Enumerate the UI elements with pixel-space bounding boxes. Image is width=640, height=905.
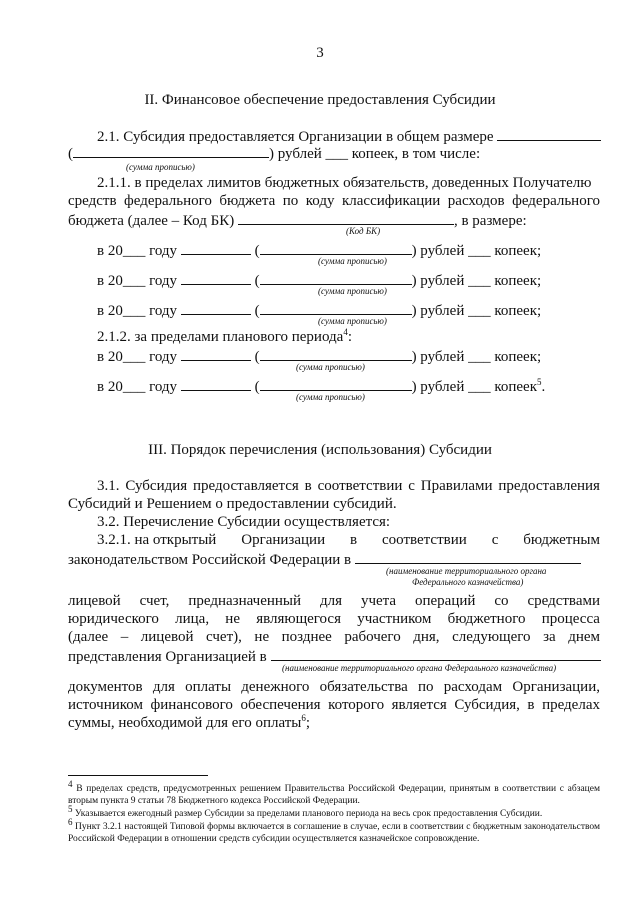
kbk-label: бюджета (далее – Код БК) bbox=[68, 213, 235, 229]
paragraph-2-1-text: 2.1. Субсидия предоставляется Организации в общем размере bbox=[97, 129, 494, 145]
caption-treasury-2: Федерального казначейства) bbox=[412, 577, 524, 587]
treasury-body-blank bbox=[355, 549, 581, 564]
paragraph-2-1-1-line3 bbox=[68, 210, 527, 230]
paragraph-3-2-1-line6: представления Организацией в bbox=[68, 646, 601, 666]
caption-treasury-full: (наименование территориального органа Федерального казначейства) bbox=[282, 663, 557, 673]
year-row-2: в 20___ году ( ) рублей ___ копеек; bbox=[97, 270, 541, 290]
caption-kbk: (Код БК) bbox=[346, 226, 381, 236]
paragraph-3-2-1-line2: законодательством Российской Федерации в bbox=[68, 549, 581, 569]
paragraph-3-2-1-line8: источником финансового обеспечения которого является Субсидия, в пределах bbox=[68, 697, 600, 713]
caption-sum-words: (сумма прописью) bbox=[318, 286, 387, 296]
kbk-blank bbox=[238, 210, 454, 225]
year-row-5: в 20___ году ( ) рублей ___ копеек$^5$. bbox=[97, 377, 546, 395]
caption-sum-words: (сумма прописью) bbox=[296, 362, 365, 372]
caption-sum-words: (сумма прописью) bbox=[318, 256, 387, 266]
footnote-6: $^6$ Пункт 3.2.1 настоящей Типовой формы включается в соглашение в случае, если в соответствии с бюджетным законодательством Российской Федерации в отношении средств субсидии осуществляется казначейское сопровождение. bbox=[68, 816, 601, 844]
caption-sum-words: (сумма прописью) bbox=[296, 392, 365, 402]
page-number: 3 bbox=[316, 45, 324, 61]
year-row-4: в 20___ году ( ) рублей ___ копеек; bbox=[97, 346, 541, 366]
paragraph-3-2-1-line1: 3.2.1. на открытый Организации в соответствии с бюджетным bbox=[97, 532, 600, 548]
footnote-5: $^5$ Указывается ежегодный размер Субсидии за пределами планового периода на весь срок предоставления Субсидии. bbox=[68, 803, 543, 819]
paragraph-3-2-1-line4: юридического лица, не являющегося участником бюджетного процесса bbox=[68, 611, 600, 627]
paragraph-3-2: 3.2. Перечисление Субсидии осуществляется: bbox=[97, 514, 391, 530]
paragraph-3-2-1-line9: суммы, необходимой для его оплаты$^6$; bbox=[68, 713, 311, 731]
paragraph-3-2-1-line5: (далее – лицевой счет), не позднее рабочего дня, следующего за днем bbox=[68, 629, 600, 645]
footnote-ref-4: 4 bbox=[343, 327, 348, 337]
caption-treasury-1: (наименование территориального органа bbox=[386, 566, 547, 576]
kbk-tail: , в размере: bbox=[453, 213, 527, 229]
section-2-title: II. Финансовое обеспечение предоставления Субсидии bbox=[144, 92, 496, 108]
footnote-4: $^4$ В пределах средств, предусмотренных решением Правительства Российской Федерации, принятым в соответствии с абзацем вторым пункта 9 статьи 78 Бюджетного кодекса Российской Федерации. bbox=[68, 778, 600, 806]
total-amount-blank bbox=[497, 126, 601, 141]
year-row-1: в 20___ году ( ) рублей ___ копеек; bbox=[97, 240, 541, 260]
paragraph-3-2-1-line3: лицевой счет, предназначенный для учета операций со средствами bbox=[68, 593, 600, 609]
section-3-title: III. Порядок перечисления (использования) Субсидии bbox=[148, 442, 492, 458]
paragraph-2-1-tail: ) рублей ___ копеек, в том числе: bbox=[269, 146, 481, 162]
footnote-separator bbox=[68, 775, 208, 776]
paragraph-2-1-line2 bbox=[68, 143, 480, 163]
footnote-ref-5: 5 bbox=[537, 377, 542, 387]
year-row-3: в 20___ году ( ) рублей ___ копеек; bbox=[97, 300, 541, 320]
paragraph-2-1-2: 2.1.2. за пределами планового периода$^4$: bbox=[97, 327, 352, 345]
total-amount-words-blank bbox=[73, 143, 269, 158]
treasury-body-blank-2 bbox=[271, 646, 601, 661]
paragraph-3-1-line2: Субсидий и Решением о предоставлении субсидий. bbox=[68, 496, 397, 512]
paragraph-3-1-line1: 3.1. Субсидия предоставляется в соответствии с Правилами предоставления bbox=[97, 478, 600, 494]
paragraph-3-2-1-line7: документов для оплаты денежного обязательства по расходам Организации, bbox=[68, 679, 600, 695]
footnote-ref-6: 6 bbox=[301, 713, 306, 723]
paragraph-2-1-1-line2: средств федерального бюджета по коду классификации расходов федерального bbox=[68, 193, 600, 209]
paragraph-2-1-1-line1: 2.1.1. в пределах лимитов бюджетных обязательств, доведенных Получателю bbox=[97, 175, 592, 191]
open-paren: ( bbox=[68, 146, 73, 162]
caption-sum-words: (сумма прописью) bbox=[126, 162, 195, 172]
caption-sum-words: (сумма прописью) bbox=[318, 316, 387, 326]
